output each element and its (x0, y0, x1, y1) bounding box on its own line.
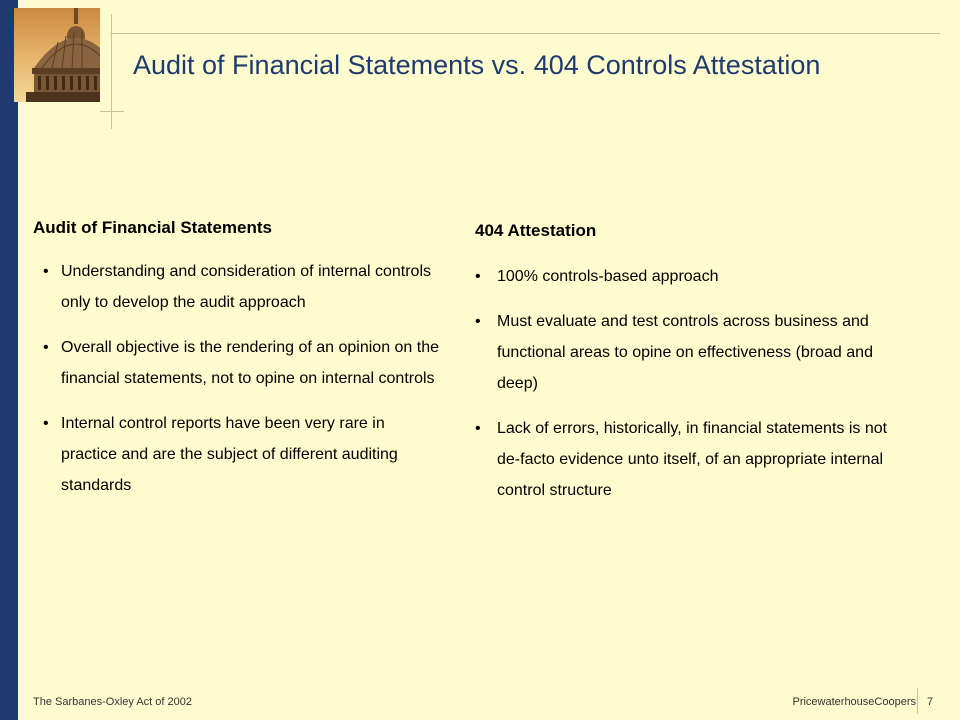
right-column-heading: 404 Attestation (475, 221, 597, 240)
bullet-icon: • (43, 415, 49, 432)
left-column-heading: Audit of Financial Statements (33, 218, 272, 237)
right-bullet-list (475, 261, 895, 506)
footer-divider (917, 688, 918, 714)
bullet-text: Overall objective is the rendering of an opinion on the financial statements, not to opine on internal controls (61, 339, 440, 387)
footer-presentation-title: The Sarbanes-Oxley Act of 2002 (33, 696, 192, 708)
bullet-text: Understanding and consideration of internal controls only to develop the audit approach (61, 263, 432, 311)
left-bullet-list (33, 256, 443, 501)
left-column (33, 218, 443, 515)
left-accent-bar (0, 0, 18, 720)
slide-title: Audit of Financial Statements vs. 404 Controls Attestation (133, 50, 821, 80)
list-item (33, 256, 443, 318)
list-item (475, 261, 895, 292)
top-rule (110, 33, 940, 34)
crosshair-rule (100, 111, 124, 112)
bullet-icon: • (475, 313, 481, 330)
right-column (475, 221, 895, 520)
list-item (475, 306, 895, 399)
bullet-icon: • (475, 420, 481, 437)
footer-company-name: PricewaterhouseCoopers (792, 696, 916, 708)
list-item (475, 413, 895, 506)
bullet-text: 100% controls-based approach (497, 268, 719, 285)
bullet-icon: • (43, 263, 49, 280)
bullet-text: Lack of errors, historically, in financial statements is not de-facto evidence unto itself, of an appropriate internal control structure (497, 420, 888, 499)
list-item (33, 408, 443, 501)
bullet-text: Must evaluate and test controls across business and functional areas to opine on effectiveness (broad and deep) (497, 313, 873, 392)
bullet-icon: • (43, 339, 49, 356)
bullet-text: Internal control reports have been very rare in practice and are the subject of different auditing standards (61, 415, 398, 494)
list-item (33, 332, 443, 394)
page-number: 7 (927, 696, 934, 708)
bullet-icon: • (475, 268, 481, 285)
capitol-dome-image (14, 8, 100, 102)
